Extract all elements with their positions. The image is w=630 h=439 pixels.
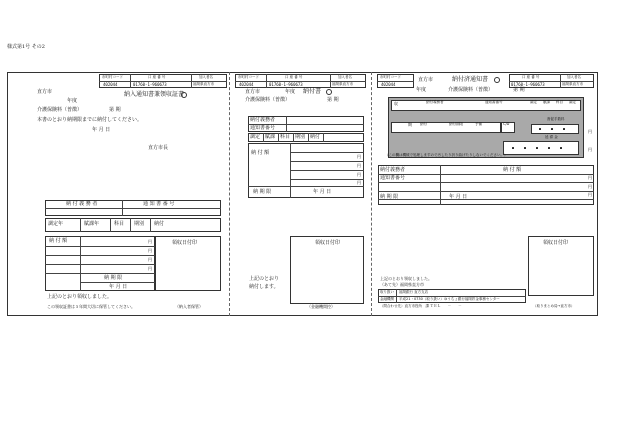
notice-no-label: 通知書番号 <box>380 175 406 181</box>
period: 第 期 <box>513 87 525 93</box>
ocr-label: 期 <box>408 122 412 127</box>
ocr-label: 調定 <box>569 100 576 104</box>
city-code-value: 402044 <box>239 82 254 87</box>
ocr-label: 通知書番号 <box>485 100 503 104</box>
footer-label-1: （納入者保管） <box>175 304 203 309</box>
yen-unit: 円 <box>148 257 152 262</box>
period: 第 期 <box>109 107 121 113</box>
ocr-label: 収 <box>394 101 398 106</box>
yen-unit: 円 <box>148 248 152 253</box>
notice-no-label: 通 知 書 番 号 <box>143 201 175 207</box>
yen-unit: 円 <box>588 192 592 197</box>
assessment-col-4: 納付 <box>154 221 165 227</box>
dot-mark <box>524 147 526 149</box>
subscriber-label: 加入者名 <box>567 75 581 79</box>
city-name: 直方市 <box>418 77 434 83</box>
dot-mark <box>563 128 565 130</box>
payer-label: 納付義務者 <box>380 167 406 173</box>
yen-unit: 円 <box>588 129 592 134</box>
dot-mark <box>548 147 550 149</box>
ocr-label: 科目 <box>556 100 563 104</box>
yen-unit: 円 <box>148 239 152 244</box>
ocr-note: （この欄は機械で処理しますので汚したり折り曲げたりしないでください。） <box>385 153 508 157</box>
issuer: （あて先）福岡県直方市 <box>380 282 424 287</box>
mayor-name: 直方市長 <box>148 145 169 151</box>
account-number-value: 01760-1-960673 <box>133 82 167 87</box>
assessment-col-1: 調定 <box>250 134 261 140</box>
account-number-label: 口 座 番 号 <box>522 75 540 79</box>
smile-icon <box>326 89 332 95</box>
fiscal-year: 年度 <box>416 87 427 93</box>
deadline-label: 納 期 限 <box>380 194 399 200</box>
city-code-value: 402044 <box>103 82 118 87</box>
subscriber-value: 福岡県直方市 <box>562 82 583 86</box>
footer-label-3: （取りまとめ局→直方市） <box>533 304 575 308</box>
notice-title: 納付済通知書 <box>452 76 489 83</box>
subscriber-value: 福岡県直方市 <box>193 82 214 86</box>
smile-icon <box>181 92 187 98</box>
dot-mark <box>512 147 514 149</box>
dot-mark <box>539 128 541 130</box>
ocr-label: 調定 <box>530 100 537 104</box>
yen-unit: 円 <box>588 184 592 189</box>
bank-row2-label: 金融機関 <box>380 297 394 301</box>
deadline-label: 納 期 限 <box>253 189 272 195</box>
account-number-value: 01760-1-960673 <box>511 82 545 87</box>
subscriber-label: 加入者名 <box>199 75 213 79</box>
stamp-label: 領収日付印 <box>543 240 569 246</box>
insurance-type: 介護保険料（普徴） <box>448 87 494 93</box>
deadline-date: 年 月 日 <box>449 194 468 200</box>
deadline-date: 年 月 日 <box>109 284 128 290</box>
receipt-stamp-box-2 <box>290 236 364 304</box>
assessment-col-3: 科目 <box>280 134 291 140</box>
ocr-label: 納付期限 <box>449 122 463 126</box>
assessment-label: 調定年 <box>48 221 64 227</box>
ocr-label: 延 滞 金 <box>545 135 558 139</box>
footer-label-2: （金融機関控） <box>307 304 335 309</box>
receipt-text: 上記のとおり領収しました。 <box>380 276 432 281</box>
bank-row2-value: 平成21・0730（取り扱い）ゆうちょ銀行福岡貯金事務センター <box>399 297 500 301</box>
insurance-type: 介護保険料（普徴） <box>37 107 83 113</box>
stamp-label: 領収日付印 <box>315 240 341 246</box>
yen-unit: 円 <box>148 266 152 271</box>
assessment-col-2: 賦課 <box>265 134 276 140</box>
ocr-label: C/D <box>503 122 510 126</box>
issue-date: 年 月 日 <box>92 127 111 133</box>
ocr-label: 納付 <box>420 122 427 126</box>
smile-icon <box>494 77 500 83</box>
yen-unit: 円 <box>588 147 592 152</box>
perforation-line-1 <box>229 72 230 316</box>
city-code-label: 市町村コード <box>102 75 123 79</box>
yen-unit: 円 <box>357 172 361 177</box>
dot-mark <box>560 147 562 149</box>
city-code-label: 市町村コード <box>238 75 259 79</box>
account-number-label: 口 座 番 号 <box>148 75 166 79</box>
contact-info: （問合わせ先）直方市役所 課 ＴＥＬ － － <box>380 304 462 308</box>
ocr-label: 予備 <box>475 122 482 126</box>
assessment-col-1: 賦課年 <box>84 221 100 227</box>
deadline-date: 年 月 日 <box>313 189 332 195</box>
account-number-label: 口 座 番 号 <box>285 75 303 79</box>
account-number-value: 01760-1-960673 <box>269 82 303 87</box>
dot-mark <box>536 147 538 149</box>
assessment-col-3: 期別 <box>134 221 145 227</box>
notice-no-label: 通知書番号 <box>250 125 276 131</box>
city-code-label: 市町村コード <box>380 75 401 79</box>
fiscal-year: 年度 <box>67 98 78 104</box>
dot-mark <box>551 128 553 130</box>
assessment-col-2: 科目 <box>114 221 125 227</box>
bank-row1-value: 福岡銀行 直方支店 <box>399 290 429 294</box>
notice-text: 本書のとおり納期限までに納付してください。 <box>37 117 143 123</box>
payer-label: 納 付 義 務 者 <box>66 201 98 207</box>
yen-unit: 円 <box>357 180 361 185</box>
assessment-col-4: 期別 <box>295 134 306 140</box>
late-fee-box <box>503 141 579 155</box>
amount-label: 納 付 額 <box>49 238 68 244</box>
subscriber-value: 福岡県直方市 <box>332 82 353 86</box>
city-name: 直方市 <box>245 89 261 95</box>
ocr-label: 督促手数料 <box>547 117 565 121</box>
form-number: 様式第1号 その2 <box>7 44 45 50</box>
amount-label: 納 付 額 <box>251 150 270 156</box>
stamp-label: 領収日付印 <box>172 240 198 246</box>
ocr-label: 賦課 <box>543 100 550 104</box>
pay-text-1: 上記のとおり <box>249 276 280 282</box>
period: 第 期 <box>327 97 339 103</box>
city-name: 直方市 <box>37 89 53 95</box>
amount-label: 納 付 額 <box>503 167 522 173</box>
payer-label: 納付義務者 <box>250 117 276 123</box>
pay-text-2: 納付します。 <box>249 284 279 290</box>
subscriber-label: 加入者名 <box>338 75 352 79</box>
assessment-col-5: 納付 <box>310 134 321 140</box>
perforation-line-2 <box>371 72 372 316</box>
yen-unit: 円 <box>357 154 361 159</box>
yen-unit: 円 <box>357 163 361 168</box>
deadline-label: 納 期 限 <box>104 275 123 281</box>
yen-unit: 円 <box>588 175 592 180</box>
ocr-label: 納付義務者 <box>426 100 444 104</box>
bank-row1-label: 取り扱い <box>380 290 394 294</box>
receipt-text: 上記のとおり領収しました。 <box>47 294 113 300</box>
retention-note: この領収証書は５年間大切に保管してください。 <box>47 304 135 309</box>
receipt-title: 納入通知書兼領収証書 <box>124 91 185 98</box>
fiscal-year: 年度 <box>285 89 296 95</box>
slip-title: 納付書 <box>303 88 322 95</box>
assessment-table-1 <box>45 218 221 232</box>
insurance-type: 介護保険料（普徴） <box>245 97 291 103</box>
city-code-value: 402044 <box>381 82 396 87</box>
